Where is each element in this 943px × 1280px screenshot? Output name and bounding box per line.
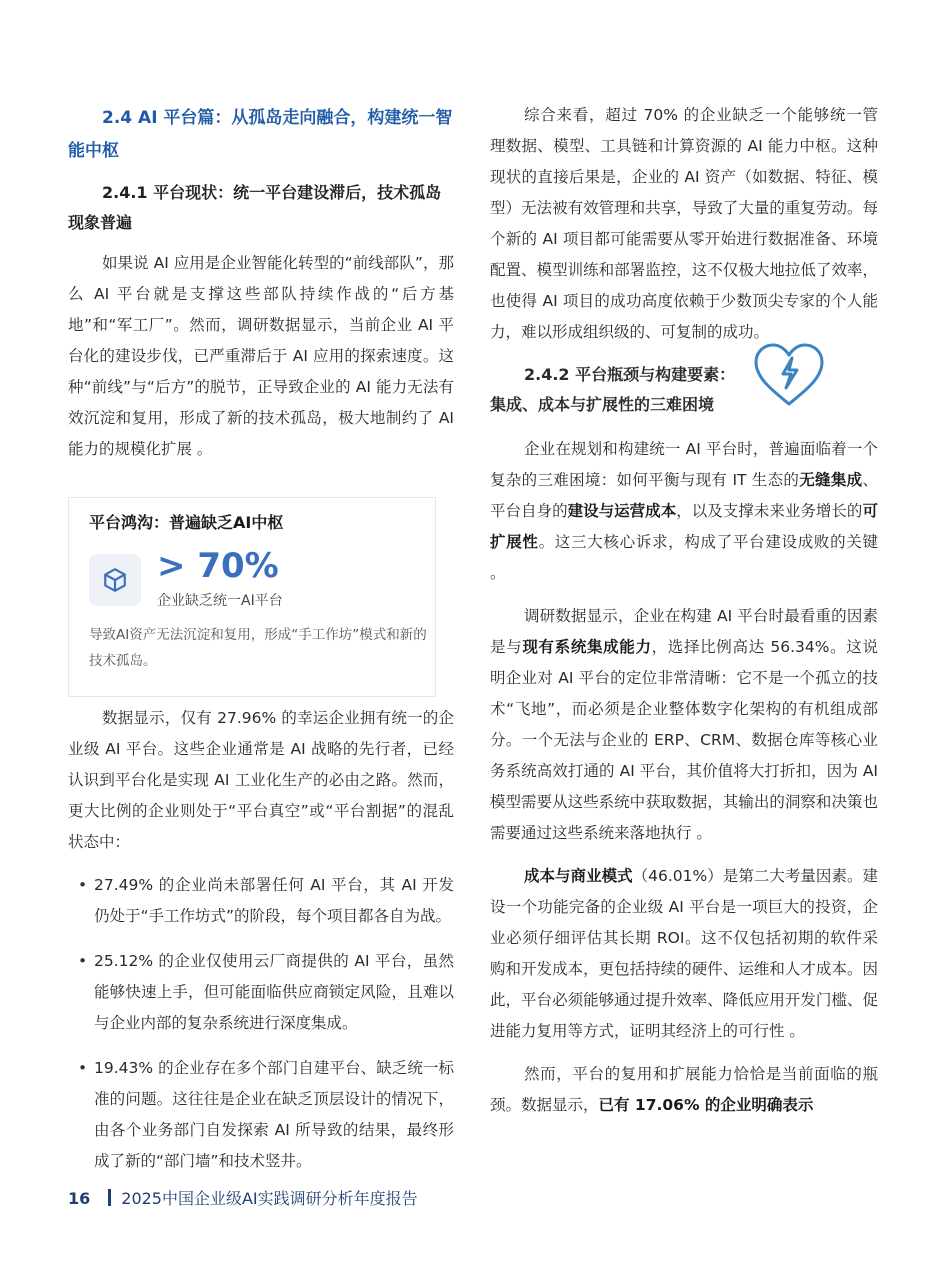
page-number: 16 xyxy=(68,1189,91,1208)
text-run: 调研数据显示，企业在构建 AI 平台时最看重的因素是与 xyxy=(490,607,878,656)
paragraph: 数据显示，仅有 27.96% 的幸运企业拥有统一的企业级 AI 平台。这些企业通常是 AI 战略的先行者，已经认识到平台化是实现 AI 工业化生产的必由之路。然而，更大比例的企业则处于“平台真空”或“平台割据”的混乱状态中： xyxy=(68,709,454,851)
right-column xyxy=(490,100,878,1133)
stat-card xyxy=(68,497,436,697)
bold-run: 成本与商业模式 xyxy=(524,867,633,885)
bold-run: 可扩展性 xyxy=(490,502,878,551)
subsection-heading-line1: 2.4.2 平台瓶颈与构建要素： xyxy=(524,365,736,384)
bullet-list xyxy=(68,870,454,1177)
bold-run: 现有系统集成能力 xyxy=(522,638,652,656)
bullet-dot: • xyxy=(78,952,88,970)
bullet-dot: • xyxy=(78,1059,88,1077)
list-item xyxy=(68,870,454,932)
text-run: （46.01%）是第二大考量因素。建设一个功能完备的企业级 AI 平台是一项巨大的投资，企业必须仔细评估其长期 ROI。这不仅包括初期的软件采购和开发成本，更包括持续的硬件、运维和人才成本。因此，平台必须能够通过提升效率、降低应用开发门槛、促进能力复用等方式，证明其经济上的可行性 。 xyxy=(490,867,878,1040)
text-run: 然而，平台的复用和扩展能力恰恰是当前面临的瓶颈。数据显示， xyxy=(490,1065,878,1114)
page-footer xyxy=(68,1186,418,1209)
list-item xyxy=(68,946,454,1039)
left-column xyxy=(68,100,454,1191)
text-run: ，以及支撑未来业务增长的 xyxy=(676,502,863,520)
paragraph xyxy=(490,1059,878,1121)
report-title: 2025中国企业级AI实践调研分析年度报告 xyxy=(121,1189,418,1208)
text-run: 、平台自身的 xyxy=(490,471,878,520)
paragraph: 如果说 AI 应用是企业智能化转型的“前线部队”，那么 AI 平台就是支撑这些部队持续作战的“后方基地”和“军工厂”。然而，调研数据显示，当前企业 AI 平台化的建设步伐，已严重滞后于 AI 应用的探索速度。这种“前线”与“后方”的脱节，正导致企业的 AI 能力无法有效沉淀和复用，形成了新的技术孤岛，极大地制约了 AI 能力的规模化扩展 。 xyxy=(68,254,454,458)
paragraph: 综合来看，超过 70% 的企业缺乏一个能够统一管理数据、模型、工具链和计算资源的 AI 能力中枢。这种现状的直接后果是，企业的 AI 资产（如数据、特征、模型）无法被有效管理和共享，导致了大量的重复劳动。每个新的 AI 项目都可能需要从零开始进行数据准备、环境配置、模型训练和部署监控，这不仅极大地拉低了效率，也使得 AI 项目的成功高度依赖于少数顶尖专家的个人能力，难以形成组织级的、可复制的成功。 xyxy=(490,106,878,341)
card-stat-label: 企业缺乏统一AI平台 xyxy=(157,593,283,609)
footer-divider xyxy=(108,1189,111,1206)
card-title: 平台鸿沟：普遍缺乏AI中枢 xyxy=(89,513,284,532)
list-item-text: 25.12% 的企业仅使用云厂商提供的 AI 平台，虽然能够快速上手，但可能面临供应商锁定风险，且难以与企业内部的复杂系统进行深度集成。 xyxy=(94,952,454,1032)
list-item xyxy=(68,1053,454,1177)
paragraph xyxy=(490,601,878,849)
cube-icon-box xyxy=(89,554,141,606)
bold-run: 已有 17.06% 的企业明确表示 xyxy=(598,1096,814,1114)
subsection-heading-line2: 集成、成本与扩展性的三难困境 xyxy=(490,395,715,414)
text-run: 企业在规划和构建统一 AI 平台时，普遍面临着一个复杂的三难困境：如何平衡与现有 IT 生态的 xyxy=(490,440,878,489)
bold-run: 无缝集成 xyxy=(799,471,863,489)
section-heading: 2.4 AI 平台篇：从孤岛走向融合，构建统一智能中枢 xyxy=(68,108,453,161)
heart-bolt-icon xyxy=(752,342,826,408)
text-run: ，选择比例高达 56.34%。这说明企业对 AI 平台的定位非常清晰：它不是一个孤立的技术“飞地”，而必须是企业整体数字化架构的有机组成部分。一个无法与企业的 ERP、CRM、数据仓库等核心业务系统高效打通的 AI 平台，其价值将大打折扣，因为 AI 模型需要从这些系统中获取数据，其输出的洞察和决策也需要通过这些系统来落地执行 。 xyxy=(490,638,878,842)
list-item-text: 19.43% 的企业存在多个部门自建平台、缺乏统一标准的问题。这往往是企业在缺乏顶层设计的情况下，由各个业务部门自发探索 AI 所导致的结果，最终形成了新的“部门墙”和技术竖井。 xyxy=(94,1059,454,1170)
subsection-heading: 2.4.1 平台现状：统一平台建设滞后，技术孤岛现象普遍 xyxy=(68,183,442,232)
bold-run: 建设与运营成本 xyxy=(567,502,677,520)
bullet-dot: • xyxy=(78,876,88,894)
paragraph xyxy=(490,861,878,1047)
list-item-text: 27.49% 的企业尚未部署任何 AI 平台，其 AI 开发仍处于“手工作坊式”的阶段，每个项目都各自为战。 xyxy=(94,876,454,925)
card-stat-value: > 70% xyxy=(157,546,279,586)
cube-icon xyxy=(102,567,128,593)
subsection-heading-block xyxy=(490,360,878,428)
card-description: 导致AI资产无法沉淀和复用，形成“手工作坊”模式和新的技术孤岛。 xyxy=(89,627,427,669)
paragraph xyxy=(490,434,878,589)
text-run: 。这三大核心诉求，构成了平台建设成败的关键 。 xyxy=(490,533,878,582)
